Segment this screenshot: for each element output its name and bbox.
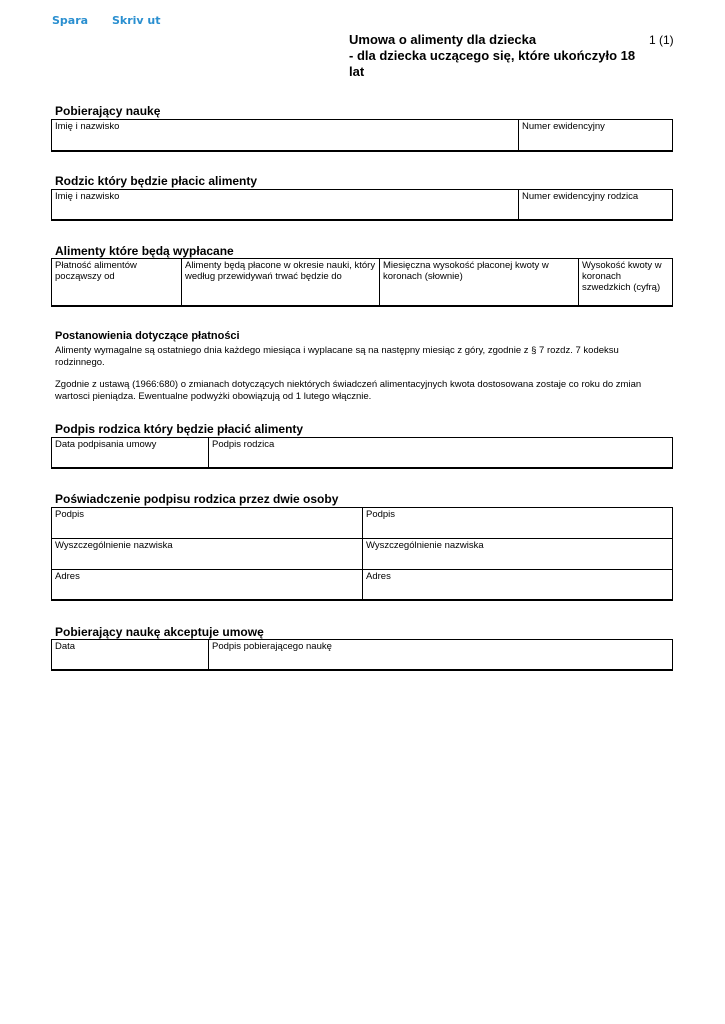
parent-name-label: Imię i nazwisko: [55, 191, 120, 202]
parent-section-title: Rodzic który będzie płacic alimenty: [55, 174, 258, 188]
student-id-label: Numer ewidencyjny: [522, 121, 605, 132]
support-amount-words-label: Miesięczna wysokość płaconej kwoty w koronach (słownie): [383, 260, 549, 282]
student-signature-label: Podpis pobierającego naukę: [212, 641, 332, 652]
parent-name-field[interactable]: [52, 190, 518, 219]
parent-id-field[interactable]: [518, 190, 672, 219]
acceptance-date-label: Data: [55, 641, 76, 652]
acceptance-section-title: Pobierający naukę akceptuje umowę: [55, 625, 264, 639]
witness-1-address-label[interactable]: Adres: [55, 571, 80, 582]
parent-id-label: Numer ewidencyjny rodzica: [522, 191, 639, 202]
row-divider: [52, 538, 672, 539]
print-button[interactable]: Skriv ut: [112, 14, 161, 27]
witness-2-signature-label[interactable]: Podpis: [366, 509, 396, 520]
save-button[interactable]: Spara: [52, 14, 89, 27]
parent-fields: [51, 189, 673, 221]
witnesses-divider: [362, 508, 363, 599]
witness-1-name-label[interactable]: Wyszczególnienie nazwiska: [55, 540, 173, 551]
student-section-title: Pobierający naukę: [55, 104, 161, 118]
title-line-2: - dla dziecka uczącego się, które ukończyło 18 lat: [349, 48, 636, 79]
student-id-field[interactable]: [518, 120, 672, 150]
support-start-field[interactable]: [52, 259, 181, 305]
witness-1-signature-label[interactable]: Podpis: [55, 509, 85, 520]
parent-signature-field[interactable]: [208, 438, 672, 467]
payment-terms-paragraph-1: Alimenty wymagalne są ostatniego dnia każdego miesiąca i wyplacane są na następny miesiąc z góry, zgodnie z § 7 rozdz. 7 kodeksu rodzinnego.: [55, 345, 619, 368]
witnesses-fields: [51, 507, 673, 601]
support-fields: [51, 258, 673, 307]
support-section-title: Alimenty które będą wypłacane: [55, 244, 234, 258]
parent-signature-title: Podpis rodzica który będzie płacić alimenty: [55, 422, 304, 436]
witness-2-name-label[interactable]: Wyszczególnienie nazwiska: [366, 540, 484, 551]
support-amount-sek-label: Wysokość kwoty w koronach szwedzkich (cyfrą): [582, 260, 662, 293]
support-amount-sek-field[interactable]: [578, 259, 672, 305]
student-name-label: Imię i nazwisko: [55, 121, 120, 132]
title-line-1: Umowa o alimenty dla dziecka: [349, 32, 537, 47]
document-title: [349, 32, 639, 80]
payment-terms-paragraph-2: Zgodnie z ustawą (1966:680) o zmianach dotyczących niektórych świadczeń alimentacyjnych kwota dostosowana zostaje co roku do zmian wartosci pieniądza. Ewentualne podwyżki obowiązują od 1 lutego włącznie.: [55, 379, 642, 402]
signing-date-label: Data podpisania umowy: [55, 439, 157, 450]
witness-2-address-label[interactable]: Adres: [366, 571, 391, 582]
support-period-label: Alimenty będą płacone w okresie nauki, który według przewidywań trwać będzie do: [185, 260, 376, 282]
support-start-label: Płatność alimentów począwszy od: [55, 260, 137, 282]
page-number: 1 (1): [649, 33, 674, 47]
acceptance-date-field[interactable]: [52, 640, 208, 669]
parent-signature-label: Podpis rodzica: [212, 439, 275, 450]
payment-terms-title: Postanowienia dotyczące płatności: [55, 330, 240, 342]
student-fields: [51, 119, 673, 152]
student-signature-field[interactable]: [208, 640, 672, 669]
witnesses-section-title: Poświadczenie podpisu rodzica przez dwie osoby: [55, 492, 339, 506]
acceptance-fields: [51, 639, 673, 671]
student-name-field[interactable]: [52, 120, 518, 150]
signing-date-field[interactable]: [52, 438, 208, 467]
support-amount-words-field[interactable]: [379, 259, 578, 305]
support-period-field[interactable]: [181, 259, 379, 305]
parent-signature-fields: [51, 437, 673, 469]
row-divider: [52, 569, 672, 570]
